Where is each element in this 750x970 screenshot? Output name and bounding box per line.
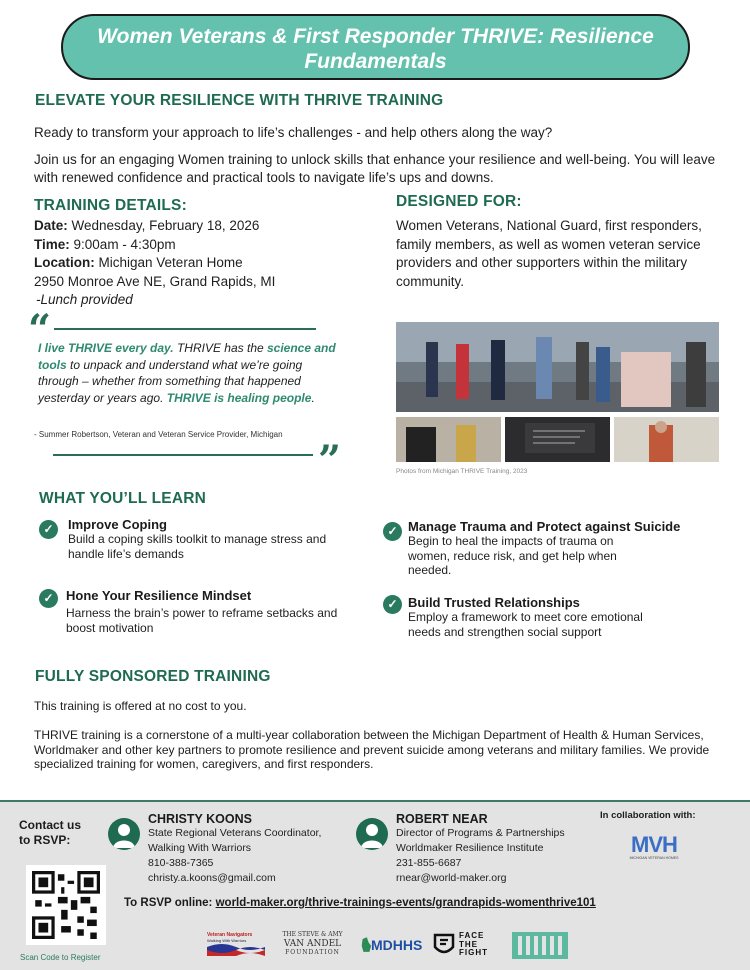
open-quote-icon: “ (28, 306, 52, 353)
lunch-note: -Lunch provided (36, 292, 133, 307)
designed-for-text: Women Veterans, National Guard, first responders, family members, as well as women veteran service providers and other supporters within the military community. (396, 218, 702, 289)
quote-text: I live THRIVE every day. THRIVE has the science and tools to unpack and understand what we’re going through – whether from something that happened yesterday or years ago. THRIVE is healing people. (38, 341, 336, 405)
scan-label: Scan Code to Register (20, 953, 101, 962)
sponsored-heading: FULLY SPONSORED TRAINING (35, 668, 271, 685)
person-icon (108, 818, 140, 850)
learn-item-relationships: ✓ Build Trusted Relationships Employ a framework to meet core emotional needs and strengthen social support (383, 595, 713, 639)
email-robert[interactable]: rnear@world-maker.org (396, 872, 507, 884)
location-row: Location: Michigan Veteran Home (34, 255, 243, 270)
close-quote-icon: ” (318, 437, 342, 484)
qr-code[interactable] (26, 865, 106, 945)
elevate-heading: ELEVATE YOUR RESILIENCE WITH THRIVE TRAINING (35, 92, 444, 109)
quote-citation: - Summer Robertson, Veteran and Veteran Service Provider, Michigan (34, 430, 283, 439)
quote-divider-bottom (53, 454, 313, 456)
training-photo-2 (396, 417, 501, 462)
collaboration-text: THRIVE training is a cornerstone of a multi-year collaboration between the Michigan Department of Health & Human Services, Worldmaker and other key partners to promote resilience and prevent suicide among veterans and military families. We provide specialized training for women, caregivers, and first responders. (34, 728, 710, 771)
mvh-logo: MVH MICHIGAN VETERAN HOMES (629, 832, 679, 860)
veteran-navigators-logo: Veteran Navigators Walking With Warriors (207, 932, 265, 958)
date-row: Date: Wednesday, February 18, 2026 (34, 218, 260, 233)
rsvp-link[interactable]: world-maker.org/thrive-trainings-events/grandrapids-womenthrive101 (215, 897, 596, 909)
rsvp-online: To RSVP online: world-maker.org/thrive-trainings-events/grandrapids-womenthrive101 (124, 897, 596, 909)
qr-code-icon (32, 871, 100, 939)
phone-christy[interactable]: 810-388-7365 (148, 857, 214, 869)
check-icon: ✓ (39, 520, 58, 539)
intro-paragraph: Ready to transform your approach to life’s challenges - and help others along the way? (34, 125, 553, 140)
quote-divider-top (54, 328, 316, 330)
photo-caption: Photos from Michigan THRIVE Training, 2023 (396, 468, 528, 475)
contact-christy: CHRISTY KOONS State Regional Veterans Coordinator, Walking With Warriors 810-388-7365 christy.a.koons@gmail.com (148, 812, 348, 886)
learn-heading: WHAT YOU’LL LEARN (39, 490, 207, 507)
learn-item-trauma: ✓ Manage Trauma and Protect against Suicide Begin to heal the impacts of trauma on women, reduce risk, and get help when needed. (383, 519, 713, 578)
shield-icon (433, 933, 455, 957)
face-the-fight-logo: FACE THE FIGHT (433, 931, 508, 959)
email-christy[interactable]: christy.a.koons@gmail.com (148, 872, 276, 884)
collab-label: In collaboration with: (600, 810, 696, 821)
van-andel-logo: THE STEVE & AMY VAN ANDEL FOUNDATION (282, 931, 343, 956)
training-photo-main (396, 322, 719, 412)
training-photo-3 (505, 417, 610, 462)
description-paragraph: Join us for an engaging Women training to unlock skills that enhance your resilience and well-being. You will leave with renewed confidence and practical tools to navigate life’s ups and downs. (34, 152, 716, 185)
person-icon (356, 818, 388, 850)
training-photo-4 (614, 417, 719, 462)
contact-label: Contact us to RSVP: (19, 818, 82, 847)
designed-for-heading: DESIGNED FOR: (396, 193, 522, 210)
address-row: 2950 Monroe Ave NE, Grand Rapids, MI (34, 273, 276, 289)
mdhhs-logo: MDHHS (360, 935, 422, 957)
time-row: Time: 9:00am - 4:30pm (34, 236, 176, 252)
learn-item-mindset: ✓ Hone Your Resilience Mindset Harness the brain’s power to reframe setbacks and boost motivation (39, 588, 339, 635)
phone-robert[interactable]: 231-855-6687 (396, 857, 462, 869)
contact-robert: ROBERT NEAR Director of Programs & Partnerships Worldmaker Resilience Institute 231-855-6687 rnear@world-maker.org (396, 812, 596, 886)
flag-icon (207, 944, 265, 956)
worldmaker-icon (512, 932, 568, 959)
check-icon: ✓ (383, 595, 402, 614)
check-icon: ✓ (39, 589, 58, 608)
training-details (34, 217, 354, 310)
check-icon: ✓ (383, 522, 402, 541)
page-title: Women Veterans & First Responder THRIVE: Resilience Fundamentals (61, 14, 690, 80)
training-details-heading: TRAINING DETAILS: (34, 197, 187, 214)
learn-item-coping: ✓ Improve Coping Build a coping skills toolkit to manage stress and handle life’s demands (39, 517, 339, 561)
no-cost-text: This training is offered at no cost to you. (34, 699, 247, 713)
worldmaker-logo (512, 932, 568, 959)
